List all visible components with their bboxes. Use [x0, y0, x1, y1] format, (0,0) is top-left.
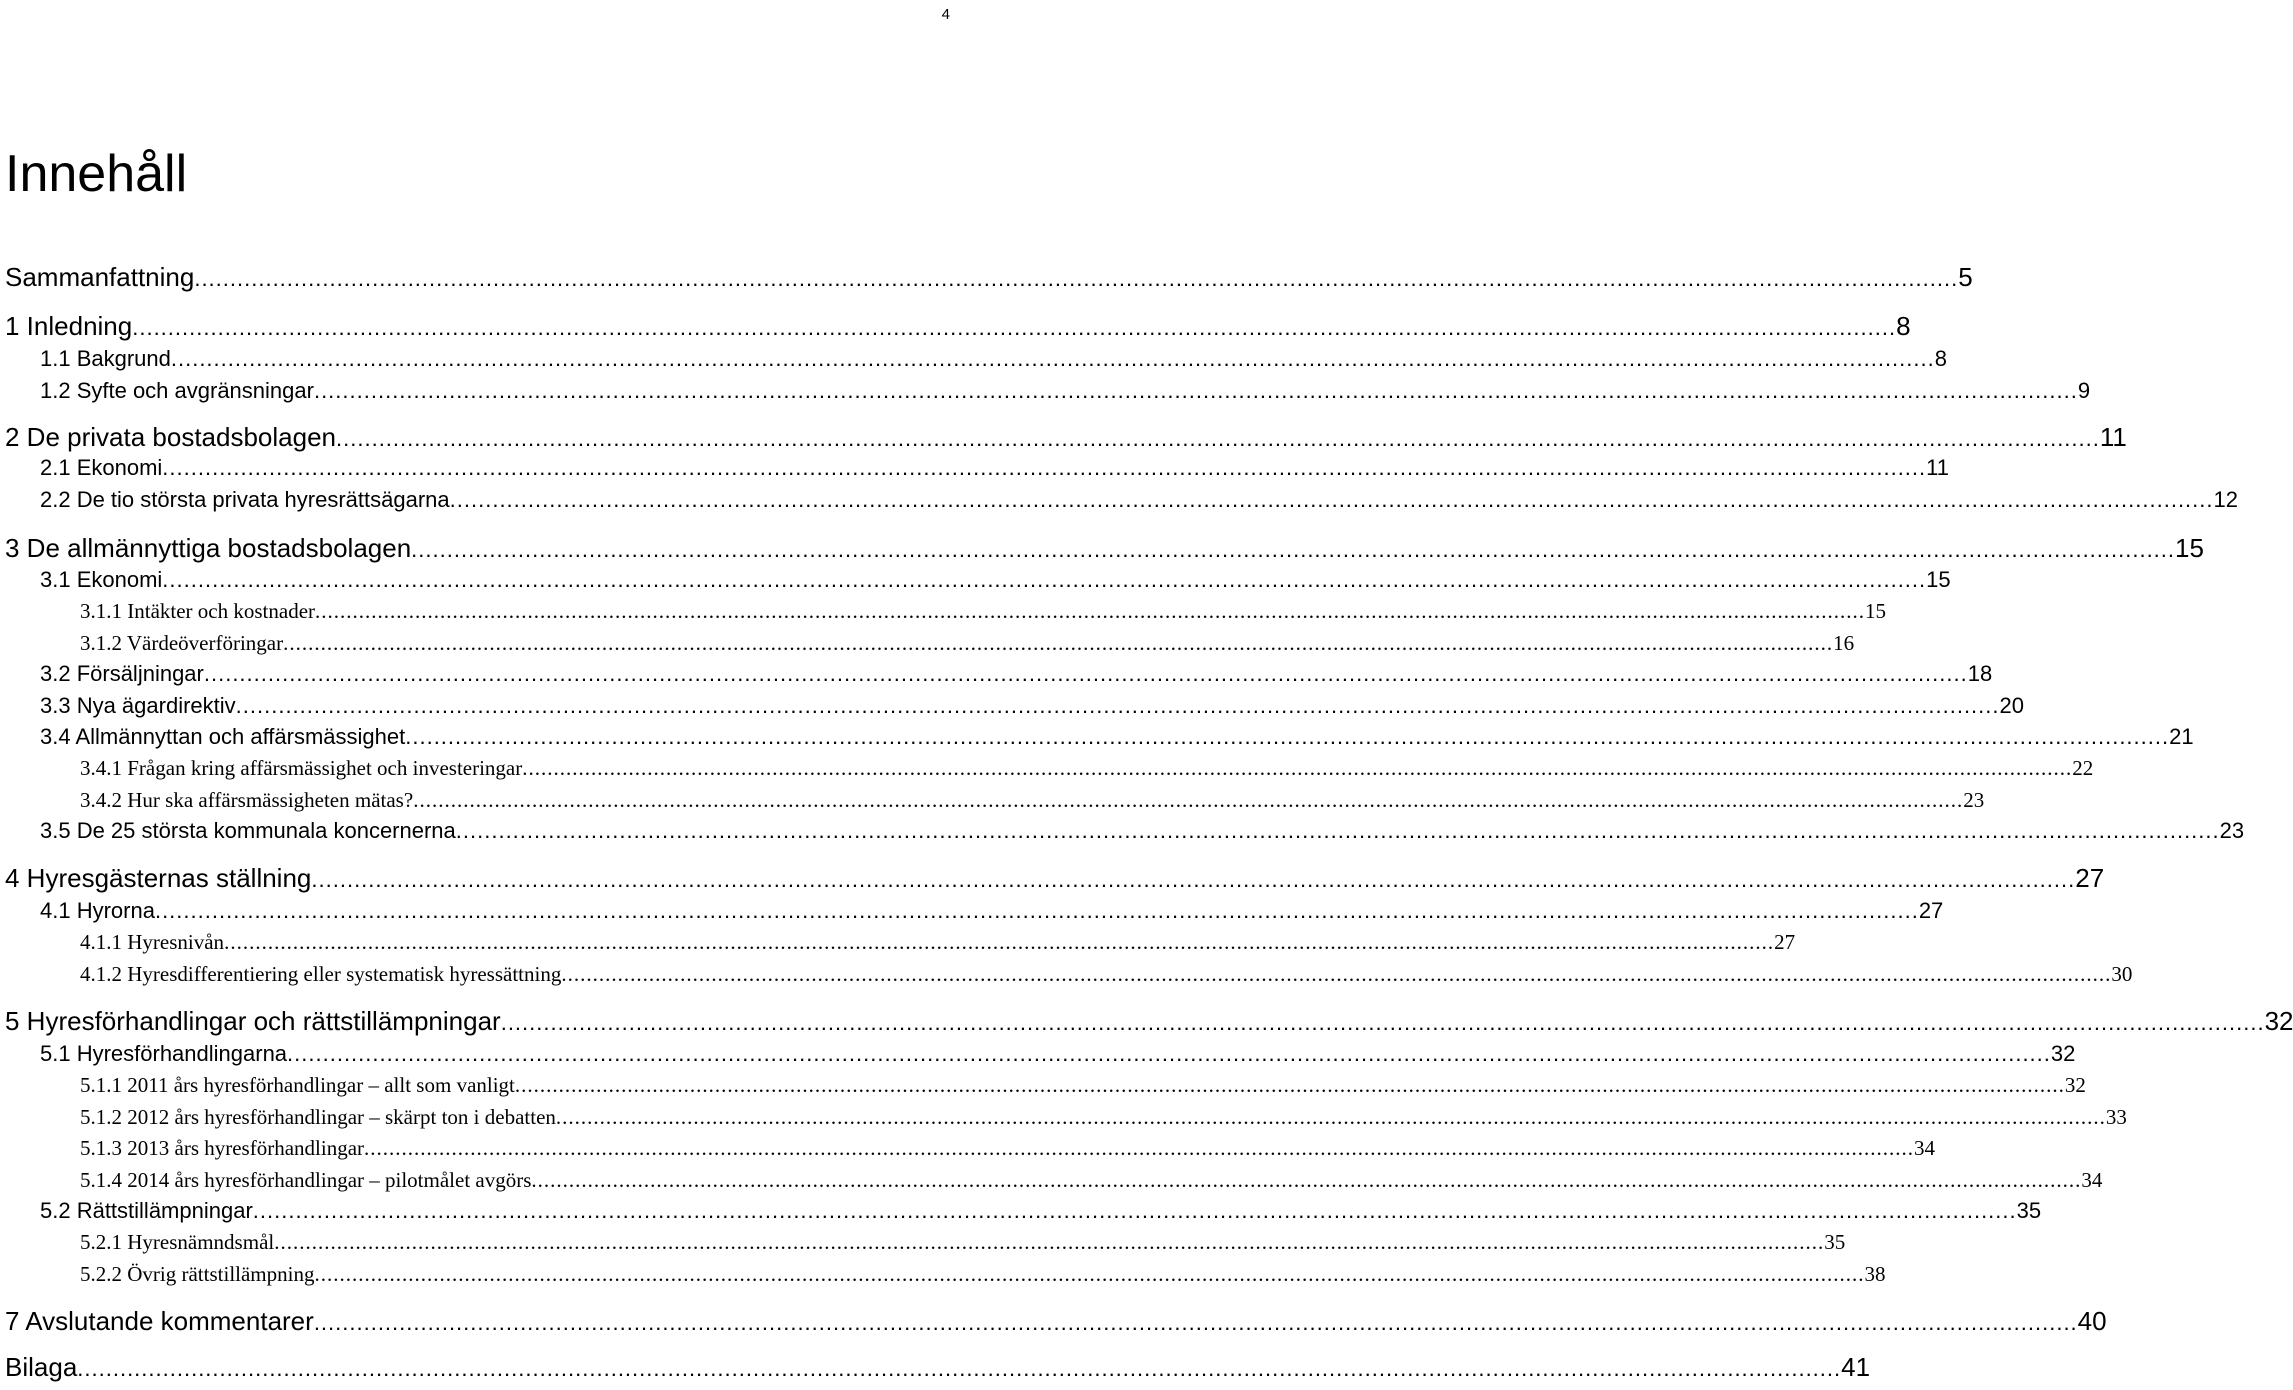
toc-entry-page: 32 [2264, 1006, 2293, 1036]
toc-entry[interactable] [0, 1168, 2103, 1193]
toc-entry[interactable] [0, 1073, 2086, 1098]
toc-entry-title: 3.1.1 Intäkter och kostnader [80, 599, 316, 623]
toc-heading: Innehåll [5, 145, 188, 203]
toc-entry-page: 12 [2213, 487, 2238, 512]
toc-entry-title: 4.1.1 Hyresnivån [80, 930, 225, 954]
toc-entry-title: 2.1 Ekonomi [40, 455, 163, 480]
toc-entry-title: 3.3 Nya ägardirektiv [40, 693, 236, 718]
toc-entry-page: 8 [1896, 311, 1911, 341]
dot-leader [522, 756, 2072, 781]
toc-entry-page: 18 [1967, 661, 1993, 686]
toc-entry-title: 5.1.3 2013 års hyresförhandlingar [80, 1136, 365, 1160]
dot-leader [556, 1105, 2106, 1130]
toc-entry-page: 35 [2016, 1198, 2042, 1223]
toc-entry-title: 5.1 Hyresförhandlingarna [40, 1041, 288, 1066]
dot-leader [456, 818, 2220, 844]
toc-entry-page: 35 [1824, 1230, 1846, 1254]
toc-entry-page: 11 [2099, 422, 2127, 452]
toc-entry-title: 5.2.2 Övrig rättstillämpning [80, 1262, 315, 1286]
toc-entry[interactable] [0, 1352, 1871, 1383]
toc-entry[interactable] [0, 1105, 2127, 1130]
toc-entry-page: 20 [1999, 693, 2024, 718]
toc-entry-title: 5 Hyresförhandlingar och rättstillämpningar [5, 1006, 501, 1036]
toc-entry-page: 23 [2219, 818, 2245, 843]
dot-leader [204, 661, 1968, 687]
dot-leader [77, 1356, 1841, 1382]
toc-entry[interactable] [0, 599, 1887, 624]
toc-entry[interactable] [0, 930, 1796, 955]
toc-entry-title: Sammanfattning [5, 262, 195, 292]
toc-entry-title: 7 Avslutande kommentarer [5, 1306, 314, 1336]
toc-entry-title: Bilaga [5, 1352, 78, 1382]
dot-leader [162, 567, 1926, 593]
toc-entry[interactable] [0, 455, 1949, 481]
toc-entry-title: 1.2 Syfte och avgränsningar [40, 378, 314, 403]
toc-entry-page: 5 [1958, 262, 1973, 292]
dot-leader [274, 1230, 1824, 1255]
toc-entry-title: 5.2.1 Hyresnämndsmål [80, 1230, 275, 1254]
toc-entry-page: 33 [2105, 1105, 2127, 1129]
dot-leader [405, 724, 2169, 750]
dot-leader [155, 898, 1919, 924]
dot-leader [224, 930, 1774, 955]
toc-entry[interactable] [0, 1041, 2076, 1067]
toc-entry-page: 15 [2175, 533, 2204, 563]
dot-leader [314, 1310, 2078, 1336]
toc-entry[interactable] [0, 311, 1911, 342]
toc-entry-page: 34 [1914, 1136, 1936, 1160]
toc-entry[interactable] [0, 631, 1855, 656]
toc-entry-page: 34 [2081, 1168, 2103, 1192]
toc-entry[interactable] [0, 724, 2194, 750]
toc-entry[interactable] [0, 346, 1947, 372]
toc-entry-title: 3.4.1 Frågan kring affärsmässighet och investeringar [80, 756, 523, 780]
dot-leader [283, 631, 1833, 656]
toc-entry-title: 3.2 Försäljningar [40, 661, 204, 686]
dot-leader [287, 1041, 2051, 1067]
toc-entry-title: 3 De allmännyttiga bostadsbolagen [5, 533, 412, 563]
dot-leader [315, 599, 1865, 624]
dot-leader [314, 1262, 1864, 1287]
toc-entry[interactable] [0, 1230, 1846, 1255]
dot-leader [171, 346, 1935, 372]
toc-entry[interactable] [0, 1198, 2042, 1224]
toc-entry[interactable] [0, 756, 2094, 781]
toc-entry-title: 4 Hyresgästernas ställning [5, 863, 312, 893]
dot-leader [561, 962, 2111, 987]
toc-entry-title: 3.4 Allmännyttan och affärsmässighet [40, 724, 406, 749]
toc-entry[interactable] [0, 487, 2238, 513]
dot-leader [194, 266, 1958, 292]
toc-entry[interactable] [0, 693, 2024, 719]
toc-entry-page: 40 [2077, 1306, 2107, 1336]
toc-entry-title: 1.1 Bakgrund [40, 346, 171, 371]
toc-entry-page: 22 [2072, 756, 2094, 780]
toc-entry[interactable] [0, 378, 2091, 404]
toc-entry-page: 21 [2169, 724, 2194, 749]
toc-entry[interactable] [0, 567, 1951, 593]
toc-entry-page: 8 [1934, 346, 1947, 371]
dot-leader [236, 693, 2000, 719]
toc-entry[interactable] [0, 788, 1985, 813]
toc-entry-page: 15 [1865, 599, 1887, 623]
toc-entry-title: 5.1.2 2012 års hyresförhandlingar – skärpt ton i debatten [80, 1105, 556, 1129]
toc-entry[interactable] [0, 1306, 2107, 1337]
dot-leader [311, 867, 2075, 893]
dot-leader [162, 455, 1926, 481]
toc-entry[interactable] [0, 962, 2133, 987]
toc-entry-page: 32 [2050, 1041, 2076, 1066]
toc-entry-title: 5.2 Rättstillämpningar [40, 1198, 253, 1223]
toc-entry-title: 3.5 De 25 största kommunala koncernerna [40, 818, 456, 843]
dot-leader [364, 1136, 1914, 1161]
toc-entry[interactable] [0, 1136, 1936, 1161]
toc-entry-page: 11 [1926, 455, 1949, 480]
toc-entry-title: 3.1 Ekonomi [40, 567, 163, 592]
toc-entry-title: 3.4.2 Hur ska affärsmässigheten mätas? [80, 788, 414, 812]
toc-entry[interactable] [0, 863, 2105, 894]
toc-entry-title: 3.1.2 Värdeöverföringar [80, 631, 284, 655]
toc-entry-page: 32 [2064, 1073, 2086, 1097]
dot-leader [253, 1198, 2017, 1224]
toc-entry[interactable] [0, 1262, 1886, 1287]
toc-entry-page: 30 [2111, 962, 2133, 986]
toc-entry-page: 9 [2077, 378, 2091, 403]
dot-leader [411, 537, 2175, 563]
dot-leader [515, 1073, 2065, 1098]
toc-entry[interactable] [0, 898, 1944, 924]
toc-entry-title: 2.2 De tio största privata hyresrättsägarna [40, 487, 450, 512]
toc-entry-page: 27 [1918, 898, 1944, 923]
toc-entry-page: 27 [2075, 863, 2105, 893]
toc-entry[interactable] [0, 422, 2127, 453]
dot-leader [413, 788, 1963, 813]
toc-entry-title: 2 De privata bostadsbolagen [5, 422, 337, 452]
dot-leader [531, 1168, 2081, 1193]
toc-entry-title: 4.1.2 Hyresdifferentiering eller systematisk hyressättning [80, 962, 562, 986]
dot-leader [336, 426, 2100, 452]
dot-leader [450, 487, 2214, 513]
toc-entry[interactable] [0, 533, 2204, 564]
toc-entry-page: 27 [1774, 930, 1796, 954]
toc-entry-page: 23 [1963, 788, 1985, 812]
toc-entry[interactable] [0, 661, 1993, 687]
toc-entry-page: 15 [1926, 567, 1951, 592]
toc-entry-title: 1 Inledning [5, 311, 133, 341]
toc-entry-title: 5.1.1 2011 års hyresförhandlingar – allt som vanligt [80, 1073, 515, 1097]
toc-entry[interactable] [0, 818, 2245, 844]
dot-leader [501, 1010, 2265, 1036]
page-number: 4 [941, 6, 950, 23]
dot-leader [132, 315, 1896, 341]
toc-entry-title: 4.1 Hyrorna [40, 898, 155, 923]
toc-entry[interactable] [0, 1006, 2293, 1037]
toc-entry-page: 16 [1833, 631, 1855, 655]
toc-entry[interactable] [0, 262, 1973, 293]
toc-entry-title: 5.1.4 2014 års hyresförhandlingar – pilotmålet avgörs [80, 1168, 532, 1192]
toc-entry-page: 38 [1864, 1262, 1886, 1286]
dot-leader [314, 378, 2078, 404]
toc-entry-page: 41 [1841, 1352, 1871, 1382]
